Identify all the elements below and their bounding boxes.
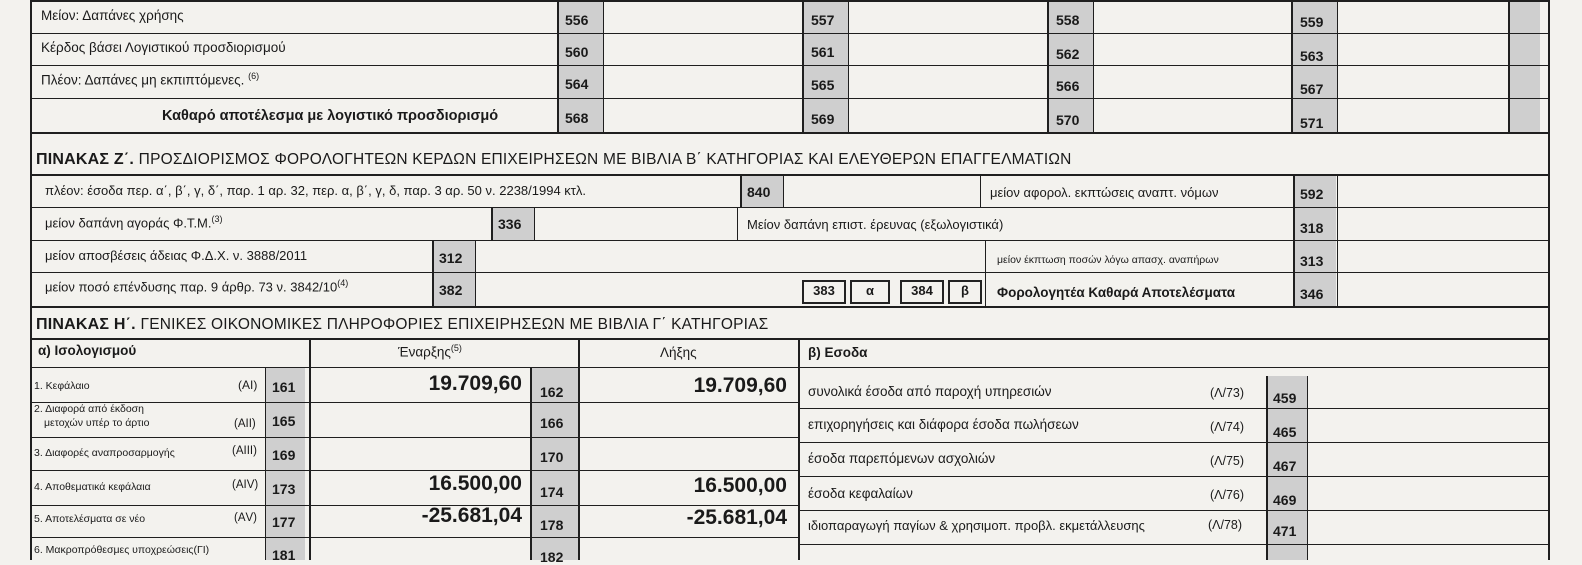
code-column-shade xyxy=(1510,0,1540,134)
code-column-shade xyxy=(265,368,305,560)
column-header-start: Έναρξης$^{(5)}$ xyxy=(398,343,462,360)
rule xyxy=(802,0,804,134)
income-value-input[interactable] xyxy=(1308,477,1546,510)
column-header-end: Λήξης xyxy=(660,345,697,360)
field-code: 170 xyxy=(540,449,564,465)
rule xyxy=(1548,0,1550,134)
rule xyxy=(265,368,266,560)
value-input[interactable] xyxy=(1338,208,1546,240)
field-code: 162 xyxy=(540,384,564,400)
code-box-384: 384 xyxy=(900,280,944,304)
income-row-label: ιδιοπαραγωγή παγίων & χρησιμοπ. προβλ. εκμετάλλευσης xyxy=(808,518,1145,533)
rule xyxy=(1093,0,1094,134)
rule xyxy=(798,340,800,560)
field-code: 182 xyxy=(540,549,564,565)
rule xyxy=(30,308,32,560)
field-code: 557 xyxy=(811,12,835,28)
rule xyxy=(30,132,1550,134)
balance-row-label-cont: μετοχών υπέρ το άρτιο xyxy=(44,417,150,429)
rule xyxy=(309,340,311,560)
section-title-z: ΠΙΝΑΚΑΣ Ζ΄. ΠΡΟΣΔΙΟΡΙΣΜΟΣ ΦΟΡΟΛΟΓΗΤΕΩΝ ΚΕΡΔΩΝ ΕΠΙΧΕΙΡΗΣΕΩΝ ΜΕ ΒΙΒΛΙΑ Β΄ ΚΑΤΗΓΟΡΙΑΣ ΚΑΙ ΕΛΕΥΘΕΡΩΝ ΕΠΑΓΓΕΛΜΑΤΙΩΝ xyxy=(36,151,1072,168)
rule xyxy=(985,273,986,306)
value-input-column[interactable] xyxy=(1338,2,1508,130)
balance-row-tag: (ΑΙΙ) xyxy=(234,418,256,430)
field-code: 161 xyxy=(272,379,296,395)
field-code: 169 xyxy=(272,447,296,463)
balance-row-label: 1. Κεφάλαιο xyxy=(34,380,90,392)
field-code: 568 xyxy=(565,110,589,126)
income-row-label: έσοδα κεφαλαίων xyxy=(808,486,913,501)
balance-row-tag: (ΑΙV) xyxy=(232,479,259,491)
value-input-column[interactable] xyxy=(849,2,1045,130)
field-code: 564 xyxy=(565,76,589,92)
rule xyxy=(30,537,800,538)
income-row-label: επιχορηγήσεις και διάφορα έσοδα πωλήσεων xyxy=(808,417,1079,432)
balance-row-label: 4. Αποθεματικά κεφάλαια xyxy=(34,481,151,493)
upper-row-label: Κέρδος βάσει Λογιστικού προσδιορισμού xyxy=(41,40,286,55)
field-code: 467 xyxy=(1273,458,1297,474)
balance-row-tag: (ΑV) xyxy=(234,512,257,524)
field-code: 559 xyxy=(1300,14,1324,30)
value-input-column[interactable] xyxy=(1094,2,1290,130)
section-title-h: ΠΙΝΑΚΑΣ Η΄. ΓΕΝΙΚΕΣ ΟΙΚΟΝΟΜΙΚΕΣ ΠΛΗΡΟΦΟΡΙΕΣ ΕΠΙΧΕΙΡΗΣΕΩΝ ΜΕ ΒΙΒΛΙΑ Γ΄ ΚΑΤΗΓΟΡΙΑΣ xyxy=(36,316,769,333)
rule xyxy=(30,306,1550,308)
field-code: 565 xyxy=(811,77,835,93)
field-code: 166 xyxy=(540,415,564,431)
rule xyxy=(432,241,434,272)
rule xyxy=(980,176,981,207)
table-z-right-label: Μείον δαπάνη επιστ. έρευνας (εξωλογιστικά) xyxy=(747,217,1004,232)
rule xyxy=(30,0,32,134)
value-input-column[interactable] xyxy=(604,2,800,130)
rule xyxy=(1266,376,1268,560)
value-input[interactable] xyxy=(535,208,737,240)
balance-row-label: 2. Διαφορά από έκδοση xyxy=(34,403,144,415)
income-row-label: έσοδα παρεπόμενων ασχολιών xyxy=(808,451,996,466)
value-input[interactable] xyxy=(476,241,984,272)
field-code: 562 xyxy=(1056,46,1080,62)
field-code: 558 xyxy=(1056,12,1080,28)
rule xyxy=(1337,0,1338,134)
rule xyxy=(1293,176,1295,207)
rule xyxy=(1291,0,1293,134)
rule xyxy=(578,340,580,560)
rule xyxy=(432,273,434,306)
table-z-row-label: μείον αποσβέσεις άδειας Φ.Δ.Χ. ν. 3888/2011 xyxy=(45,248,308,263)
start-value[interactable]: 19.709,60 xyxy=(428,372,522,395)
balance-row-label: 3. Διαφορές αναπροσαρμογής xyxy=(34,447,175,459)
field-code: 556 xyxy=(565,12,589,28)
code-box-383: 383 xyxy=(802,280,846,304)
rule xyxy=(848,0,849,134)
rule xyxy=(557,0,559,134)
column-header-balance: α) Ισολογισμού xyxy=(38,343,137,358)
field-code: 566 xyxy=(1056,78,1080,94)
field-code: 471 xyxy=(1273,523,1297,539)
field-code: 560 xyxy=(565,44,589,60)
field-code: 469 xyxy=(1273,492,1297,508)
balance-row-tag: (ΑΙ) xyxy=(238,378,258,392)
field-code: 178 xyxy=(540,517,564,533)
end-value[interactable]: -25.681,04 xyxy=(686,506,787,529)
balance-row-label: 5. Αποτελέσματα σε νέο xyxy=(34,513,146,525)
income-row-tag: (Λ/73) xyxy=(1210,386,1245,400)
income-value-input[interactable] xyxy=(1308,409,1546,442)
income-value-input[interactable] xyxy=(1308,377,1546,408)
start-value[interactable]: 16.500,00 xyxy=(428,472,522,495)
value-input[interactable] xyxy=(784,176,980,207)
table-z-row-label: πλέον: έσοδα περ. α΄, β΄, γ, δ΄, παρ. 1 αρ. 32, περ. α, β΄, γ, δ, παρ. 3 αρ. 50 ν. 2238/1994 κτλ. xyxy=(45,183,587,198)
rule xyxy=(30,470,800,471)
rule xyxy=(30,33,1550,34)
rule xyxy=(800,544,1550,545)
table-z-right-label: μείον έκπτωση ποσών λόγω απασχ. αναπήρων xyxy=(997,254,1219,266)
value-input[interactable] xyxy=(1338,273,1546,306)
rule xyxy=(30,437,800,438)
field-code: 563 xyxy=(1300,48,1324,64)
income-row-tag: (Λ/74) xyxy=(1210,420,1245,434)
rule xyxy=(1548,308,1550,560)
rule xyxy=(30,134,32,308)
field-code: 840 xyxy=(747,184,771,200)
field-code: 571 xyxy=(1300,115,1324,131)
field-code: 561 xyxy=(811,44,835,60)
upper-row-label: Καθαρό αποτέλεσμα με λογιστικό προσδιορισμό xyxy=(162,108,499,124)
code-box-a[interactable]: α xyxy=(850,280,890,304)
column-header-income: β) Εσοδα xyxy=(808,345,868,360)
balance-row-label: 6. Μακροπρόθεσμες υποχρεώσεις(ΓΙ) xyxy=(34,544,210,556)
rule xyxy=(30,65,1550,66)
field-code: 313 xyxy=(1300,253,1324,269)
rule xyxy=(30,367,1550,368)
rule xyxy=(1293,273,1295,306)
rule xyxy=(30,0,1550,2)
value-input[interactable] xyxy=(476,273,796,306)
end-value[interactable]: 16.500,00 xyxy=(693,474,787,497)
field-code: 336 xyxy=(498,216,522,232)
income-value-input[interactable] xyxy=(1308,443,1546,476)
rule xyxy=(30,338,1550,340)
rule xyxy=(530,368,532,560)
field-code: 570 xyxy=(1056,112,1080,128)
value-input[interactable] xyxy=(1338,241,1546,272)
field-code: 567 xyxy=(1300,81,1324,97)
field-code: 592 xyxy=(1300,186,1324,202)
rule xyxy=(491,208,493,240)
table-z-right-label: μείον αφορολ. εκπτώσεις αναπτ. νόμων xyxy=(990,185,1219,200)
rule xyxy=(30,98,1550,99)
field-code: 318 xyxy=(1300,220,1324,236)
value-input[interactable] xyxy=(1338,176,1546,207)
rule xyxy=(985,241,986,272)
balance-row-tag: (ΑΙΙΙ) xyxy=(232,445,257,457)
upper-row-label: Μείον: Δαπάνες χρήσης xyxy=(41,8,184,23)
field-code: 165 xyxy=(272,413,296,429)
field-code: 346 xyxy=(1300,286,1324,302)
table-z-row-label: μείον ποσό επένδυσης παρ. 9 άρθρ. 73 ν. 3842/10$^{(4)}$ xyxy=(45,278,349,295)
income-row-tag: (Λ/75) xyxy=(1210,454,1245,468)
table-z-row-label: μείον δαπάνη αγοράς Φ.Τ.Μ.$^{(3)}$ xyxy=(45,214,223,231)
start-value[interactable]: -25.681,04 xyxy=(421,504,522,527)
field-code: 173 xyxy=(272,481,296,497)
income-row-label: συνολικά έσοδα από παροχή υπηρεσιών xyxy=(808,384,1052,399)
rule xyxy=(1047,0,1049,134)
rule xyxy=(603,0,604,134)
income-value-input[interactable] xyxy=(1308,511,1546,544)
rule xyxy=(1293,208,1295,240)
field-code: 181 xyxy=(272,547,296,563)
field-code: 382 xyxy=(439,282,463,298)
income-row-tag: (Λ/76) xyxy=(1210,488,1245,502)
table-z-right-label: Φορολογητέα Καθαρά Αποτελέσματα xyxy=(997,285,1236,300)
field-code: 177 xyxy=(272,514,296,530)
rule xyxy=(737,208,738,240)
rule xyxy=(1508,0,1510,134)
end-value[interactable]: 19.709,60 xyxy=(693,374,787,397)
rule xyxy=(1548,134,1550,308)
field-code: 569 xyxy=(811,111,835,127)
rule xyxy=(30,402,800,403)
upper-row-label: Πλέον: Δαπάνες μη εκπιπτόμενες. $^{(6)}$ xyxy=(41,71,260,88)
code-box-b[interactable]: β xyxy=(948,280,982,304)
income-row-tag: (Λ/78) xyxy=(1208,518,1243,532)
field-code: 174 xyxy=(540,484,564,500)
rule xyxy=(740,176,742,207)
rule xyxy=(1293,241,1295,272)
field-code: 459 xyxy=(1273,390,1297,406)
field-code: 312 xyxy=(439,250,463,266)
field-code: 465 xyxy=(1273,424,1297,440)
